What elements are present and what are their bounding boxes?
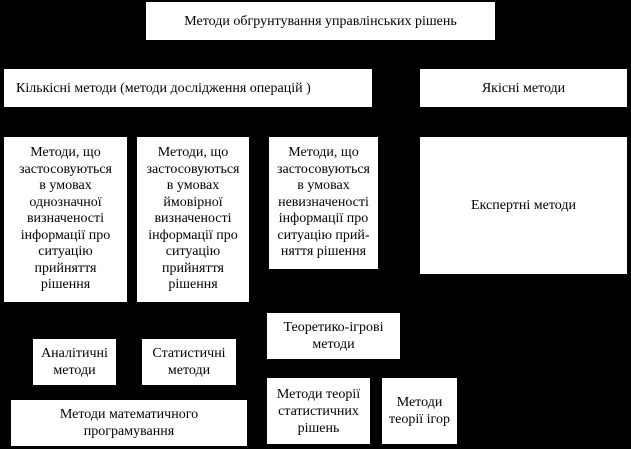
math-programming-box [11, 400, 247, 446]
uncertainty-methods-box [269, 137, 378, 269]
probabilistic-methods-text: Методи, що застосовуються в умовах ймовірної визначеності інформації про ситуацію прийняття рішення [146, 145, 240, 293]
game-theory-box [382, 378, 457, 444]
certainty-methods-text: Методи, що застосовуються в умовах однозначної визначеності інформації про ситуацію прийняття рішення [18, 145, 113, 293]
statistical-methods-box [142, 339, 236, 385]
expert-methods-box [420, 137, 627, 274]
expert-methods-text: Експертні методи [471, 198, 576, 213]
qualitative-methods-box [420, 69, 627, 107]
statistical-decisions-text: Методи теорії статистичних рішень [276, 386, 361, 436]
analytical-methods-text: Аналітичні методи [41, 346, 108, 378]
math-programming-text: Методи математичного програмування [59, 407, 199, 439]
game-theoretic-methods-box [267, 313, 400, 359]
title-box [146, 2, 495, 40]
qualitative-methods-text: Якісні методи [481, 80, 566, 96]
probabilistic-methods-box [137, 137, 249, 302]
uncertainty-methods-text: Методи, що застосовуються в умовах невизначеності інформації про ситуацію прий- няття рішення [276, 145, 371, 260]
game-theory-text: Методи теорії ігор [389, 395, 450, 427]
analytical-methods-box [33, 339, 116, 385]
certainty-methods-box [4, 137, 127, 302]
quantitative-methods-box [4, 69, 372, 107]
statistical-decisions-box [267, 378, 370, 444]
game-theoretic-methods-text: Теоретико-ігрові методи [283, 320, 384, 352]
statistical-methods-text: Статистичні методи [152, 346, 226, 378]
quantitative-methods-text: Кількісні методи (методи дослідження операцій ) [16, 80, 311, 96]
title-text: Методи обгрунтування управлінських рішень [184, 13, 457, 29]
